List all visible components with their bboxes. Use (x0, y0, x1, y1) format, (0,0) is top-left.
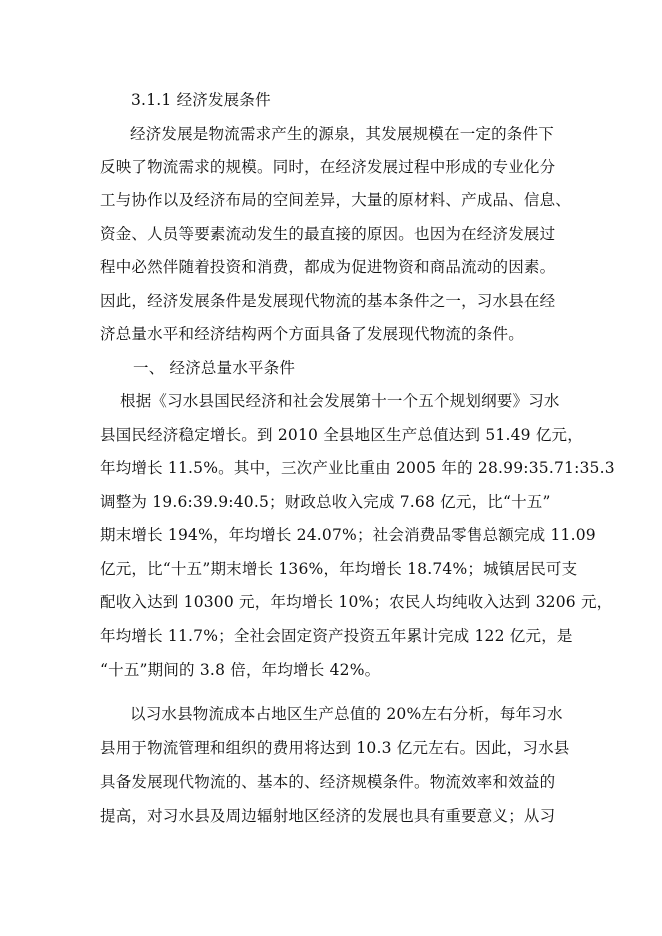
paragraph-line: 因此，经济发展条件是发展现代物流的基本条件之一，习水县在经 (100, 292, 556, 310)
paragraph-line: 年均增长 11.5%。其中，三次产业比重由 2005 年的 28.99:35.71:35.3 (100, 459, 615, 477)
paragraph-line: 年均增长 11.7%；全社会固定资产投资五年累计完成 122 亿元，是 (100, 627, 573, 645)
paragraph-line: “十五”期间的 3.8 倍，年均增长 42%。 (100, 661, 381, 679)
paragraph-line: 调整为 19.6:39.9:40.5；财政总收入完成 7.68 亿元，比“十五” (100, 493, 551, 511)
paragraph-line: 县国民经济稳定增长。到 2010 全县地区生产总值达到 51.49 亿元， (100, 426, 583, 444)
paragraph-line: 配收入达到 10300 元，年均增长 10%；农民人均纯收入达到 3206 元， (100, 593, 613, 611)
paragraph-line: 反映了物流需求的规模。同时，在经济发展过程中形成的专业化分 (100, 158, 556, 176)
paragraph-line: 工与协作以及经济布局的空间差异，大量的原材料、产成品、信息、 (100, 191, 572, 209)
paragraph-line: 根据《习水县国民经济和社会发展第十一个五个规划纲要》习水 (120, 392, 560, 410)
paragraph-line: 期末增长 194%，年均增长 24.07%；社会消费品零售总额完成 11.09 (100, 526, 596, 544)
subheading: 一、 经济总量水平条件 (133, 359, 296, 377)
paragraph-line: 程中必然伴随着投资和消费，都成为促进物资和商品流动的因素。 (100, 258, 556, 276)
paragraph-line: 具备发展现代物流的、基本的、经济规模条件。物流效率和效益的 (100, 773, 556, 791)
paragraph-line: 亿元，比“十五”期末增长 136%，年均增长 18.74%；城镇居民可支 (100, 560, 578, 578)
paragraph-line: 县用于物流管理和组织的费用将达到 10.3 亿元左右。因此，习水县 (100, 739, 570, 757)
section-heading: 3.1.1 经济发展条件 (131, 91, 271, 109)
paragraph-line: 济总量水平和经济结构两个方面具备了发展现代物流的条件。 (100, 325, 524, 343)
paragraph-line: 资金、人员等要素流动发生的最直接的原因。也因为在经济发展过 (100, 225, 556, 243)
paragraph-line: 以习水县物流成本占地区生产总值的 20%左右分析，每年习水 (130, 705, 563, 723)
paragraph-line: 提高，对习水县及周边辐射地区经济的发展也具有重要意义；从习 (100, 807, 556, 825)
paragraph-line: 经济发展是物流需求产生的源泉，其发展规模在一定的条件下 (130, 125, 554, 143)
